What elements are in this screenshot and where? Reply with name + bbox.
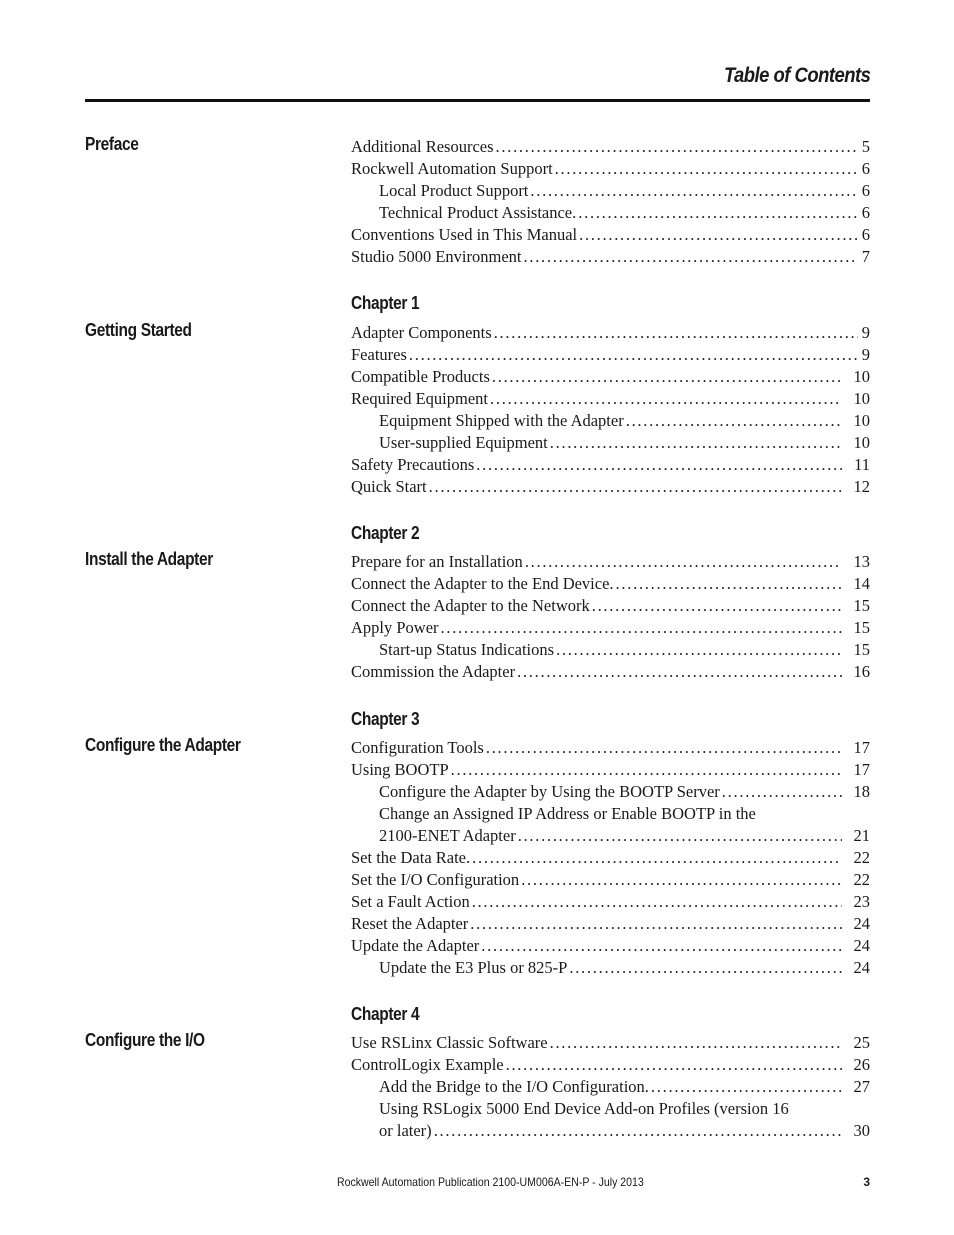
leader-dots (578, 202, 858, 224)
toc-entry[interactable] (351, 661, 870, 683)
toc-entry-page: 27 (853, 1077, 870, 1096)
leader-dots (451, 759, 842, 781)
leader-dots (579, 224, 858, 246)
toc-entry[interactable] (351, 202, 870, 224)
toc-entry[interactable] (351, 847, 870, 869)
toc-entry-page: 7 (861, 247, 870, 266)
leader-dots (506, 1054, 842, 1076)
toc-entry-label: Update the E3 Plus or 825-P (379, 958, 568, 977)
toc-entry-page: 6 (861, 225, 870, 244)
chapter-label: Chapter 3 (351, 709, 420, 729)
leader-dots (429, 476, 842, 498)
toc-entry-label: ControlLogix Example (351, 1055, 504, 1074)
leader-dots (518, 825, 842, 847)
toc-entry-page: 5 (861, 137, 870, 156)
toc-entry-label: Studio 5000 Environment (351, 247, 522, 266)
toc-entry[interactable] (351, 617, 870, 639)
toc-entry[interactable] (351, 957, 870, 979)
toc-entry[interactable] (351, 869, 870, 891)
leader-dots (486, 737, 842, 759)
toc-entry-label: Commission the Adapter (351, 662, 516, 681)
toc-entry[interactable] (351, 454, 870, 476)
leader-dots (434, 1120, 842, 1142)
leader-dots (494, 322, 858, 344)
toc-entry-page: 22 (853, 870, 870, 889)
toc-entry-label: Configuration Tools (351, 738, 484, 757)
toc-entry-page: 11 (854, 455, 870, 474)
footer-publication: Rockwell Automation Publication 2100-UM006A-EN-P - July 2013 (337, 1175, 644, 1189)
toc-entry-page: 16 (853, 662, 870, 681)
toc-entry[interactable] (351, 1098, 870, 1120)
leader-dots (492, 366, 842, 388)
toc-entries-chapter-4 (351, 1032, 870, 1142)
toc-entry-page: 10 (853, 389, 870, 408)
toc-entry-label: Configure the Adapter by Using the BOOTP Server (379, 782, 720, 801)
toc-entry-label: or later) (379, 1121, 432, 1140)
toc-entry-label: Technical Product Assistance. (379, 203, 577, 222)
toc-entry-label: Quick Start (351, 477, 427, 496)
toc-entry[interactable] (351, 246, 870, 268)
toc-entry[interactable] (351, 476, 870, 498)
toc-entry[interactable] (351, 825, 870, 847)
leader-dots (555, 158, 858, 180)
toc-entry-label: Connect the Adapter to the End Device. (351, 574, 614, 593)
leader-dots (481, 935, 842, 957)
toc-entry-page: 25 (853, 1033, 870, 1052)
toc-entry[interactable] (351, 781, 870, 803)
leader-dots (470, 913, 842, 935)
leader-dots (651, 1076, 842, 1098)
toc-entry-label: Add the Bridge to the I/O Configuration. (379, 1077, 649, 1096)
leader-dots (496, 136, 858, 158)
toc-entries-chapter-2 (351, 551, 870, 683)
toc-entry-page: 15 (853, 618, 870, 637)
toc-entry-page: 24 (853, 914, 870, 933)
toc-entry[interactable] (351, 639, 870, 661)
toc-entry[interactable] (351, 344, 870, 366)
section-title-configure-the-adapter: Configure the Adapter (85, 735, 241, 755)
leader-dots (472, 891, 842, 913)
toc-entry-page: 10 (853, 433, 870, 452)
leader-dots (592, 595, 842, 617)
toc-entry-page: 12 (853, 477, 870, 496)
toc-entry[interactable] (351, 1076, 870, 1098)
leader-dots (556, 639, 842, 661)
toc-entry-label: Conventions Used in This Manual (351, 225, 578, 244)
toc-entry-label: Reset the Adapter (351, 914, 469, 933)
leader-dots (616, 573, 842, 595)
toc-entry-page: 14 (853, 574, 870, 593)
leader-dots (476, 454, 842, 476)
toc-entry-page: 30 (853, 1121, 870, 1140)
toc-entry[interactable] (351, 803, 870, 825)
chapter-label: Chapter 4 (351, 1004, 420, 1024)
leader-dots (530, 180, 858, 202)
page-title: Table of Contents (723, 64, 870, 87)
leader-dots (524, 246, 859, 268)
toc-entry-page: 15 (853, 640, 870, 659)
toc-entry-label: Set the I/O Configuration (351, 870, 520, 889)
leader-dots (569, 957, 842, 979)
toc-entry[interactable] (351, 1032, 870, 1054)
toc-entry[interactable] (351, 322, 870, 344)
toc-entries-preface (351, 136, 870, 268)
toc-entry-label: Equipment Shipped with the Adapter (379, 411, 624, 430)
toc-entry-label: Features (351, 345, 407, 364)
toc-entry-page: 6 (861, 181, 870, 200)
toc-entry[interactable] (351, 573, 870, 595)
leader-dots (517, 661, 842, 683)
toc-entry-label: Start-up Status Indications (379, 640, 555, 659)
toc-entry-page: 6 (861, 159, 870, 178)
toc-entry-label: Set the Data Rate. (351, 848, 471, 867)
chapter-label: Chapter 1 (351, 293, 420, 313)
toc-entry-page: 26 (853, 1055, 870, 1074)
leader-dots (550, 432, 842, 454)
leader-dots (490, 388, 842, 410)
toc-entry-page: 10 (853, 411, 870, 430)
leader-dots (409, 344, 858, 366)
toc-entry-page: 18 (853, 782, 870, 801)
toc-entry-page: 17 (853, 738, 870, 757)
toc-entry-page: 24 (853, 958, 870, 977)
toc-entry-page: 24 (853, 936, 870, 955)
toc-entries-chapter-3 (351, 737, 870, 979)
header-rule (85, 99, 870, 102)
section-title-preface: Preface (85, 134, 139, 154)
toc-entry-page: 13 (853, 552, 870, 571)
toc-entry[interactable] (351, 366, 870, 388)
toc-entry-label: 2100-ENET Adapter (379, 826, 516, 845)
toc-entry-label: Connect the Adapter to the Network (351, 596, 590, 615)
toc-entry[interactable] (351, 759, 870, 781)
toc-entry-page: 23 (853, 892, 870, 911)
toc-entry-label: Prepare for an Installation (351, 552, 523, 571)
toc-entry[interactable] (351, 180, 870, 202)
toc-entry-label: Using BOOTP (351, 760, 449, 779)
toc-entry-label: Safety Precautions (351, 455, 475, 474)
toc-entry-label: User-supplied Equipment (379, 433, 548, 452)
toc-entry-label: Use RSLinx Classic Software (351, 1033, 548, 1052)
toc-entry[interactable] (351, 935, 870, 957)
toc-entry[interactable] (351, 136, 870, 158)
toc-entry[interactable] (351, 158, 870, 180)
leader-dots (626, 410, 842, 432)
toc-entry[interactable] (351, 891, 870, 913)
toc-entry-label: Using RSLogix 5000 End Device Add-on Profiles (version 16 (379, 1099, 789, 1118)
leader-dots (441, 617, 842, 639)
toc-entry[interactable] (351, 551, 870, 573)
toc-entry-label: Compatible Products (351, 367, 490, 386)
toc-entry-label: Adapter Components (351, 323, 492, 342)
chapter-label: Chapter 2 (351, 523, 420, 543)
toc-entry[interactable] (351, 1054, 870, 1076)
toc-entry-label: Required Equipment (351, 389, 489, 408)
toc-entry-label: Apply Power (351, 618, 439, 637)
toc-entry-page: 15 (853, 596, 870, 615)
footer-page-number: 3 (863, 1175, 870, 1189)
toc-entry[interactable] (351, 410, 870, 432)
toc-entry-label: Local Product Support (379, 181, 529, 200)
leader-dots (521, 869, 842, 891)
toc-entries-chapter-1 (351, 322, 870, 498)
toc-entry-label: Additional Resources (351, 137, 494, 156)
toc-entry-page: 10 (853, 367, 870, 386)
leader-dots (550, 1032, 842, 1054)
toc-entry[interactable] (351, 913, 870, 935)
toc-entry-page: 9 (861, 323, 870, 342)
toc-entry-page: 21 (853, 826, 870, 845)
toc-entry[interactable] (351, 432, 870, 454)
toc-entry-page: 6 (861, 203, 870, 222)
toc-entry-label: Rockwell Automation Support (351, 159, 553, 178)
toc-entry-page: 9 (861, 345, 870, 364)
section-title-getting-started: Getting Started (85, 320, 192, 340)
section-title-configure-the-io: Configure the I/O (85, 1030, 205, 1050)
toc-entry-page: 17 (853, 760, 870, 779)
leader-dots (472, 847, 842, 869)
toc-entry[interactable] (351, 737, 870, 759)
toc-entry[interactable] (351, 1120, 870, 1142)
toc-entry[interactable] (351, 595, 870, 617)
toc-entry-label: Update the Adapter (351, 936, 480, 955)
toc-entry-label: Set a Fault Action (351, 892, 470, 911)
toc-entry[interactable] (351, 224, 870, 246)
toc-entry[interactable] (351, 388, 870, 410)
toc-entry-page: 22 (853, 848, 870, 867)
toc-entry-label: Change an Assigned IP Address or Enable BOOTP in the (379, 804, 756, 823)
leader-dots (722, 781, 842, 803)
leader-dots (525, 551, 842, 573)
section-title-install-the-adapter: Install the Adapter (85, 549, 213, 569)
